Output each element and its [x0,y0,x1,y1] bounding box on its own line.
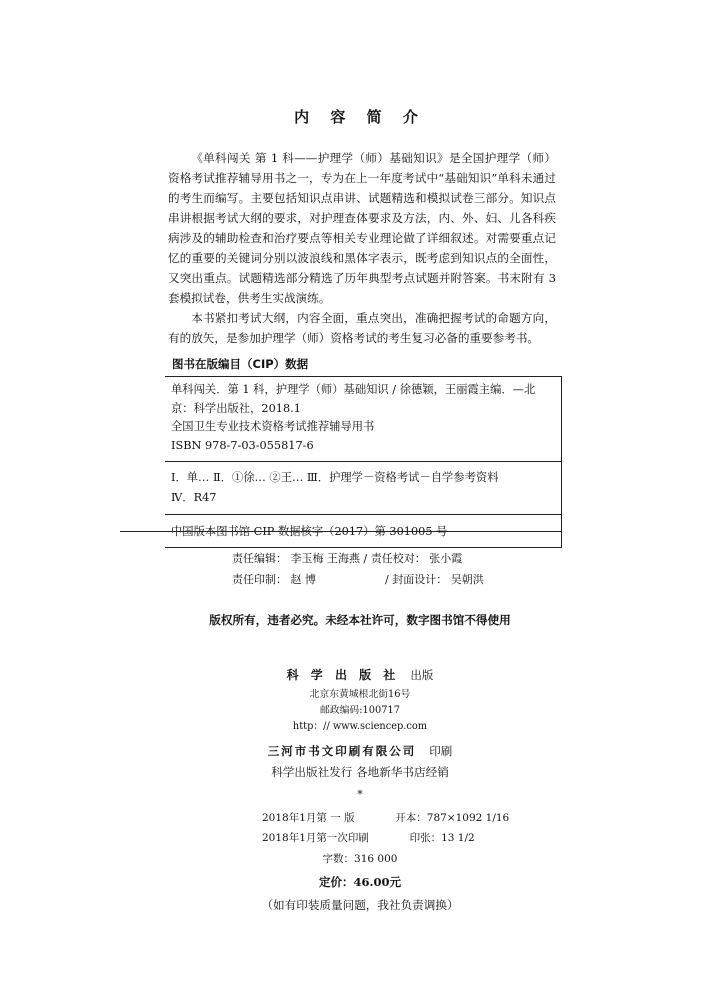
printing: 2018年1月第一次印刷 [262,832,369,844]
cover-name: 吴朝洪 [450,573,484,586]
printer-name: 三河市书文印刷有限公司 [267,744,417,758]
credits-row [232,548,484,569]
cip-bibliographic [165,377,562,462]
cip-line: 单科闯关．第 1 科，护理学（师）基础知识 / 徐德颖，王丽霞主编．—北 [171,383,536,396]
credits-row [232,569,484,590]
print-label: 责任印制： [232,573,287,586]
intro-paragraph-1: 《单科闯关 第 1 科——护理学（师）基础知识》是全国护理学（师）资格考试推荐辅导用书之一，专为在上一年度考试中“基础知识”单科未通过的考生而编写。主要包括知识点串讲、试题精选和模拟试卷三部分。知识点串讲根据考试大纲的要求，对护理查体要求及方法，内、外、妇、儿各科疾病涉及的辅助检查和治疗要点等相关专业理论做了详细叙述。对需要重点记忆的重要的关键词分别以波浪线和黑体字表示，既考虑到知识点的全面性，又突出重点。试题精选部分精选了历年典型考点试题并附答案。书末附有 3 套模拟试卷，供考生实战演练。 [168,151,556,305]
cip-data-block [165,376,562,548]
cip-heading: 图书在版编目（CIP）数据 [172,357,309,371]
print-name: 赵 博 [290,573,316,586]
format: 开本：787×1092 1/16 [395,812,510,824]
editor-label: 责任编辑： [232,552,287,565]
cip-check-text: 中国版本图书馆 CIP 数据核字（2017）第 301005 号 [171,525,448,538]
word-count: 字数：316 000 [322,853,398,865]
cip-class-line: Ⅰ．单… Ⅱ．①徐… ②王… Ⅲ．护理学－资格考试－自学参考资料 [171,471,499,484]
printer-line [0,740,720,759]
publisher-name: 科 学 出 版 社 [286,668,400,682]
publisher-postcode: 邮政编码:100717 [320,705,400,716]
intro-paragraph-2: 本书紧扣考试大纲，内容全面，重点突出，准确把握考试的命题方向，有的放矢，是参加护理学（师）资格考试的考生复习必备的重要参考书。 [168,311,556,345]
publisher-address: 北京东黄城根北街16号 [309,689,411,700]
cover-label: / 封面设计： [385,573,448,586]
price: 定价：46.00元 [318,875,401,889]
divider [120,531,562,532]
printing-row [262,830,475,845]
publisher-line [0,664,720,683]
printer-suffix: 印刷 [429,744,453,758]
publisher-suffix: 出版 [410,668,434,682]
quality-notice: （如有印装质量问题，我社负责调换） [261,898,459,912]
cip-line: 全国卫生专业技术资格考试推荐辅导用书 [171,420,375,433]
cip-line: 京：科学出版社，2018.1 [171,401,301,415]
content-introduction [168,148,556,348]
sheets: 印张：13 1/2 [409,832,475,844]
separator-star: * [357,788,363,801]
cip-classification [165,462,562,515]
cip-vertical-rule [561,462,562,514]
proof-label: / 责任校对： [363,552,426,565]
cip-class-line: Ⅳ．R47 [171,491,217,504]
edition: 2018年1月第 一 版 [262,812,355,824]
distribution-line: 科学出版社发行 各地新华书店经销 [271,765,449,779]
publisher-url: http：// www.sciencep.com [292,721,428,732]
edition-row [262,810,509,825]
copyright-notice: 版权所有，违者必究。未经本社许可，数字图书馆不得使用 [209,613,511,627]
page-title: 内 容 简 介 [294,108,426,126]
proof-name: 张小霞 [429,552,463,565]
editor-names: 李玉梅 王海燕 [290,552,360,565]
editorial-credits [232,548,484,590]
cip-vertical-rule [561,377,562,461]
cip-isbn: ISBN 978-7-03-055817-6 [171,438,314,452]
